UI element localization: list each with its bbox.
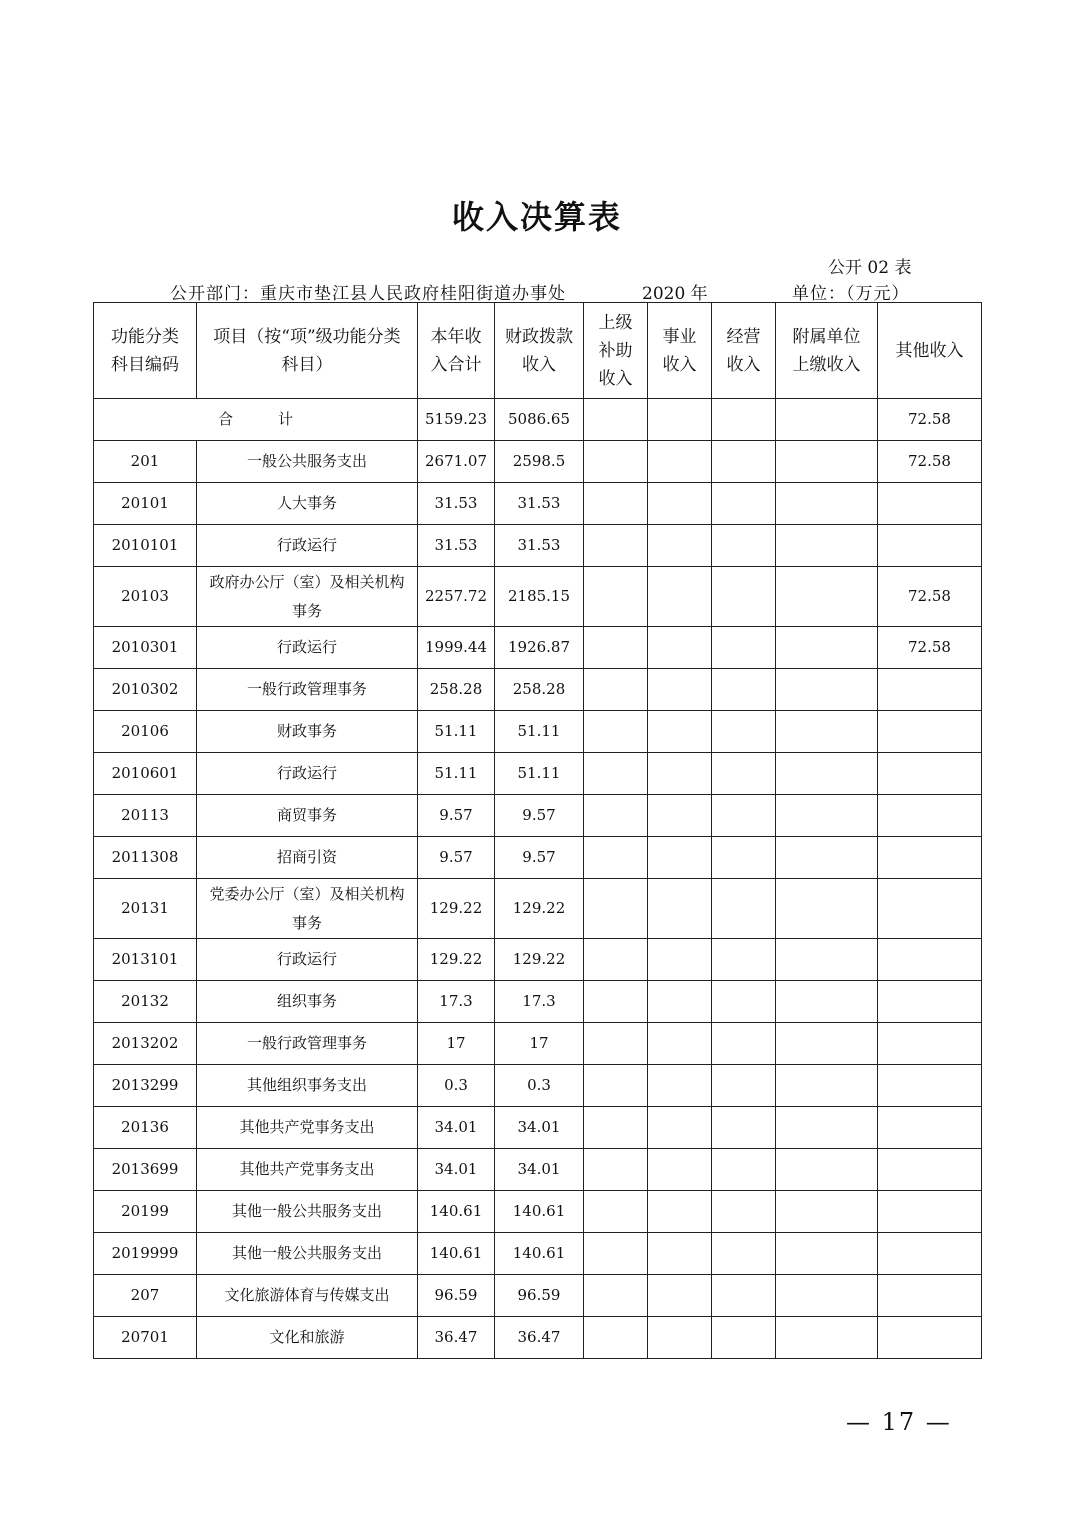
cell-superior [584,669,648,711]
cell-other [878,483,982,525]
cell-code: 2013202 [94,1023,197,1065]
cell-affiliated [776,1023,878,1065]
income-table [93,302,982,1359]
cell-business [648,939,712,981]
cell-operating [712,567,776,627]
cell-total: 9.57 [418,795,495,837]
cell-fiscal: 17.3 [495,981,584,1023]
cell-fiscal: 34.01 [495,1149,584,1191]
cell-code: 2010302 [94,669,197,711]
table-row [94,1317,982,1359]
cell-affiliated [776,1149,878,1191]
cell-item: 其他共产党事务支出 [197,1149,418,1191]
cell-operating [712,981,776,1023]
cell-item: 一般行政管理事务 [197,1023,418,1065]
cell-fiscal: 17 [495,1023,584,1065]
cell-affiliated [776,981,878,1023]
cell-other [878,1275,982,1317]
cell-item: 文化旅游体育与传媒支出 [197,1275,418,1317]
cell-operating [712,1023,776,1065]
cell-superior [584,483,648,525]
cell-business [648,483,712,525]
cell-total: 34.01 [418,1107,495,1149]
cell-item: 其他组织事务支出 [197,1065,418,1107]
cell-superior [584,441,648,483]
cell-business [648,1065,712,1107]
table-row [94,1107,982,1149]
cell-fiscal: 140.61 [495,1233,584,1275]
cell-affiliated [776,567,878,627]
cell-operating [712,1275,776,1317]
cell-code: 2010601 [94,753,197,795]
cell-superior [584,1065,648,1107]
table-row [94,753,982,795]
cell-fiscal: 31.53 [495,483,584,525]
cell-other [878,1191,982,1233]
cell-code: 207 [94,1275,197,1317]
cell-superior [584,711,648,753]
cell-operating [712,711,776,753]
cell-operating [712,1107,776,1149]
cell-fiscal: 258.28 [495,669,584,711]
cell-code: 2010101 [94,525,197,567]
page-number: — 17 — [846,1408,952,1436]
cell-total: 2671.07 [418,441,495,483]
header-code: 功能分类科目编码 [94,303,197,399]
cell-total: 17 [418,1023,495,1065]
cell-affiliated [776,939,878,981]
total-operating [712,399,776,441]
cell-superior [584,753,648,795]
cell-affiliated [776,627,878,669]
total-superior [584,399,648,441]
cell-fiscal: 140.61 [495,1191,584,1233]
cell-affiliated [776,1065,878,1107]
cell-item: 招商引资 [197,837,418,879]
cell-other [878,1233,982,1275]
cell-item: 其他共产党事务支出 [197,1107,418,1149]
cell-operating [712,1233,776,1275]
cell-item: 文化和旅游 [197,1317,418,1359]
cell-operating [712,483,776,525]
cell-business [648,627,712,669]
cell-total: 96.59 [418,1275,495,1317]
cell-business [648,567,712,627]
cell-other [878,711,982,753]
cell-operating [712,939,776,981]
cell-other: 72.58 [878,441,982,483]
cell-total: 258.28 [418,669,495,711]
cell-operating [712,669,776,711]
cell-superior [584,879,648,939]
cell-fiscal: 31.53 [495,525,584,567]
cell-code: 20113 [94,795,197,837]
cell-code: 20103 [94,567,197,627]
cell-item: 行政运行 [197,525,418,567]
header-item: 项目（按“项”级功能分类科目） [197,303,418,399]
cell-other [878,669,982,711]
cell-fiscal: 129.22 [495,939,584,981]
cell-code: 2019999 [94,1233,197,1275]
cell-item: 政府办公厅（室）及相关机构事务 [197,567,418,627]
cell-fiscal: 51.11 [495,711,584,753]
cell-operating [712,525,776,567]
cell-superior [584,939,648,981]
cell-superior [584,567,648,627]
cell-affiliated [776,1233,878,1275]
cell-item: 一般公共服务支出 [197,441,418,483]
cell-operating [712,441,776,483]
cell-affiliated [776,441,878,483]
cell-operating [712,879,776,939]
cell-fiscal: 2598.5 [495,441,584,483]
cell-total: 129.22 [418,939,495,981]
cell-superior [584,1317,648,1359]
cell-superior [584,795,648,837]
table-row [94,567,982,627]
cell-business [648,1023,712,1065]
total-row [94,399,982,441]
cell-fiscal: 96.59 [495,1275,584,1317]
cell-fiscal: 2185.15 [495,567,584,627]
header-affiliated: 附属单位上缴收入 [776,303,878,399]
cell-fiscal: 129.22 [495,879,584,939]
cell-fiscal: 9.57 [495,837,584,879]
cell-total: 140.61 [418,1233,495,1275]
total-total: 5159.23 [418,399,495,441]
cell-business [648,795,712,837]
total-other: 72.58 [878,399,982,441]
cell-superior [584,525,648,567]
cell-operating [712,1191,776,1233]
cell-other [878,879,982,939]
cell-affiliated [776,795,878,837]
cell-code: 2013299 [94,1065,197,1107]
unit-label: 单位：（万元） [792,284,910,304]
cell-business [648,879,712,939]
cell-superior [584,1023,648,1065]
cell-code: 2011308 [94,837,197,879]
cell-fiscal: 0.3 [495,1065,584,1107]
cell-affiliated [776,1107,878,1149]
cell-operating [712,837,776,879]
cell-total: 51.11 [418,711,495,753]
cell-total: 1999.44 [418,627,495,669]
table-row [94,837,982,879]
cell-business [648,1275,712,1317]
cell-item: 行政运行 [197,753,418,795]
cell-other [878,981,982,1023]
cell-total: 31.53 [418,483,495,525]
cell-total: 36.47 [418,1317,495,1359]
cell-superior [584,1149,648,1191]
cell-superior [584,1233,648,1275]
cell-item: 一般行政管理事务 [197,669,418,711]
table-row [94,939,982,981]
cell-code: 201 [94,441,197,483]
cell-affiliated [776,669,878,711]
cell-fiscal: 51.11 [495,753,584,795]
total-fiscal: 5086.65 [495,399,584,441]
cell-total: 51.11 [418,753,495,795]
cell-other [878,525,982,567]
cell-affiliated [776,879,878,939]
cell-business [648,1317,712,1359]
total-label: 合 计 [94,399,418,441]
cell-business [648,669,712,711]
cell-code: 2013101 [94,939,197,981]
page-title: 收入决算表 [451,198,622,236]
cell-business [648,1233,712,1275]
cell-operating [712,1149,776,1191]
cell-business [648,1149,712,1191]
cell-item: 财政事务 [197,711,418,753]
table-row [94,879,982,939]
cell-item: 其他一般公共服务支出 [197,1233,418,1275]
table-row [94,981,982,1023]
cell-item: 行政运行 [197,627,418,669]
cell-total: 31.53 [418,525,495,567]
cell-affiliated [776,711,878,753]
cell-code: 20199 [94,1191,197,1233]
form-number: 公开 02 表 [828,258,912,278]
cell-affiliated [776,1191,878,1233]
cell-superior [584,1275,648,1317]
cell-business [648,1191,712,1233]
cell-business [648,837,712,879]
cell-item: 行政运行 [197,939,418,981]
cell-other [878,939,982,981]
table-header-row [94,303,982,399]
cell-other [878,1065,982,1107]
table-row [94,669,982,711]
cell-operating [712,795,776,837]
cell-code: 20131 [94,879,197,939]
header-total: 本年收入合计 [418,303,495,399]
cell-fiscal: 9.57 [495,795,584,837]
table-row [94,1275,982,1317]
table-row [94,711,982,753]
table-row [94,441,982,483]
cell-other [878,795,982,837]
cell-code: 20136 [94,1107,197,1149]
cell-superior [584,627,648,669]
cell-business [648,1107,712,1149]
cell-other [878,753,982,795]
total-affiliated [776,399,878,441]
cell-business [648,981,712,1023]
cell-code: 20701 [94,1317,197,1359]
cell-business [648,711,712,753]
cell-total: 140.61 [418,1191,495,1233]
cell-fiscal: 1926.87 [495,627,584,669]
cell-code: 20132 [94,981,197,1023]
cell-total: 129.22 [418,879,495,939]
cell-item: 党委办公厅（室）及相关机构事务 [197,879,418,939]
cell-other [878,1149,982,1191]
cell-item: 商贸事务 [197,795,418,837]
table-row [94,1191,982,1233]
cell-total: 17.3 [418,981,495,1023]
cell-affiliated [776,1317,878,1359]
cell-affiliated [776,837,878,879]
cell-affiliated [776,753,878,795]
table-row [94,525,982,567]
header-operating: 经营收入 [712,303,776,399]
cell-fiscal: 36.47 [495,1317,584,1359]
header-other: 其他收入 [878,303,982,399]
header-business: 事业收入 [648,303,712,399]
cell-total: 2257.72 [418,567,495,627]
cell-other: 72.58 [878,627,982,669]
table-row [94,627,982,669]
cell-code: 20101 [94,483,197,525]
total-business [648,399,712,441]
cell-affiliated [776,525,878,567]
cell-operating [712,627,776,669]
cell-code: 20106 [94,711,197,753]
cell-code: 2010301 [94,627,197,669]
table-row [94,483,982,525]
cell-other [878,837,982,879]
cell-total: 9.57 [418,837,495,879]
cell-superior [584,1191,648,1233]
cell-affiliated [776,1275,878,1317]
header-fiscal: 财政拨款收入 [495,303,584,399]
cell-superior [584,981,648,1023]
cell-item: 组织事务 [197,981,418,1023]
department-label: 公开部门：重庆市垫江县人民政府桂阳街道办事处 [170,284,566,304]
cell-other [878,1023,982,1065]
cell-business [648,441,712,483]
cell-fiscal: 34.01 [495,1107,584,1149]
cell-other: 72.58 [878,567,982,627]
cell-business [648,753,712,795]
table-row [94,1149,982,1191]
table-row [94,1023,982,1065]
cell-total: 0.3 [418,1065,495,1107]
cell-item: 其他一般公共服务支出 [197,1191,418,1233]
cell-other [878,1317,982,1359]
cell-operating [712,753,776,795]
cell-superior [584,1107,648,1149]
cell-item: 人大事务 [197,483,418,525]
header-superior: 上级补助收入 [584,303,648,399]
cell-operating [712,1065,776,1107]
table-row [94,1233,982,1275]
table-row [94,1065,982,1107]
cell-total: 34.01 [418,1149,495,1191]
cell-superior [584,837,648,879]
cell-code: 2013699 [94,1149,197,1191]
table-row [94,795,982,837]
cell-other [878,1107,982,1149]
cell-affiliated [776,483,878,525]
cell-operating [712,1317,776,1359]
year-label: 2020 年 [642,284,708,304]
cell-business [648,525,712,567]
